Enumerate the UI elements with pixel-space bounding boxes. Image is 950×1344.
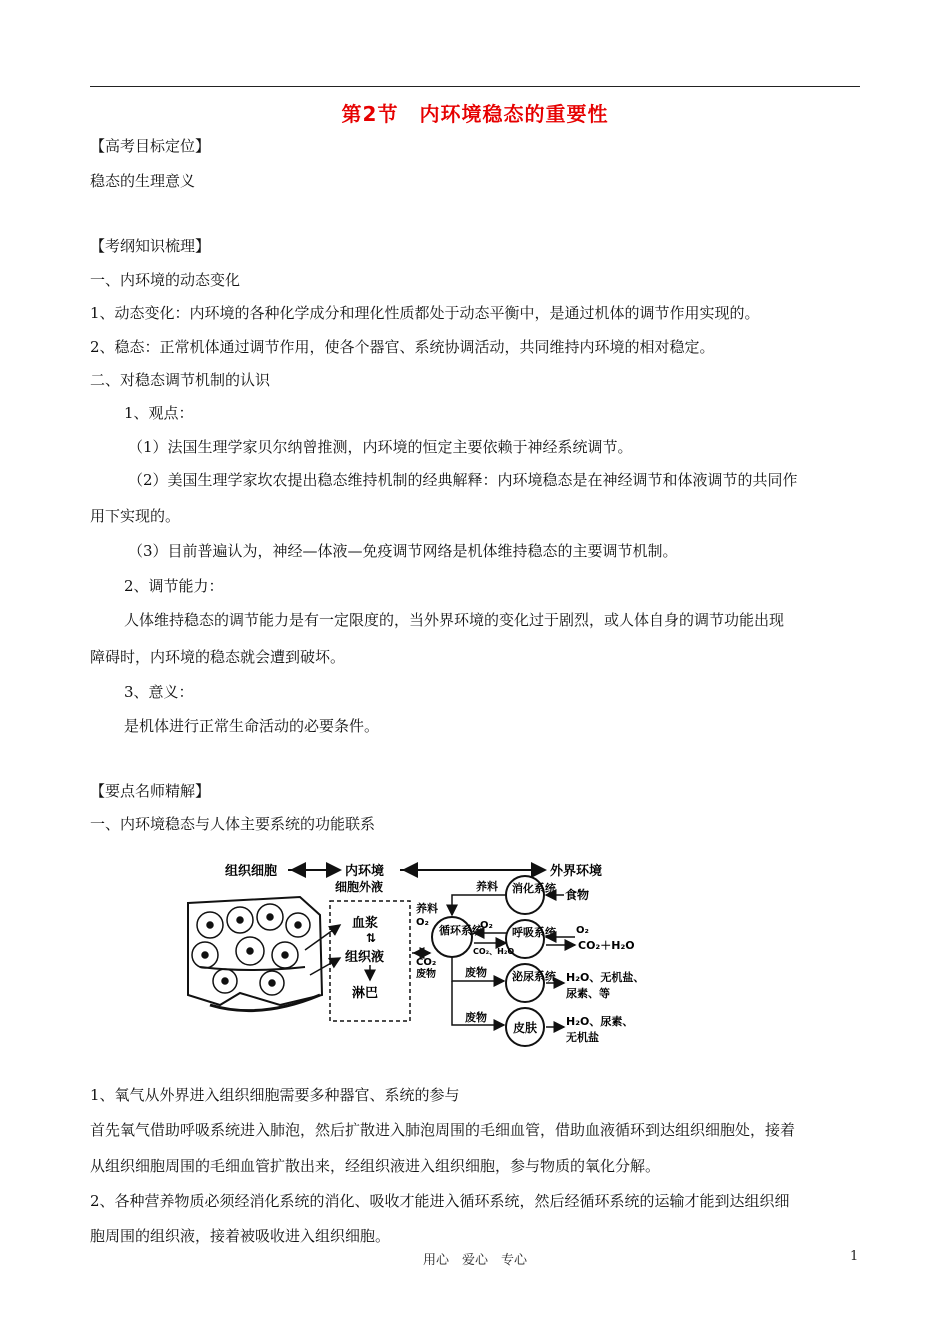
- page-footer: 用心 爱心 专心: [422, 1253, 527, 1268]
- circle-circulation: [432, 917, 472, 957]
- paragraph: 胞周围的组织液，接着被吸收进入组织细胞。: [90, 1227, 391, 1245]
- list-item: （3）目前普遍认为，神经—体液—免疫调节网络是机体维持稳态的主要调节机制。: [128, 542, 678, 560]
- exchange-arrow-glyph: ⇅: [366, 931, 377, 945]
- label-urinary-out-2: 尿素、等: [566, 987, 610, 1000]
- label-extracellular: 细胞外液: [335, 880, 384, 894]
- homeostasis-diagram: [180, 855, 650, 1050]
- label-skin-out-1: H₂O、尿素、: [566, 1015, 634, 1028]
- label-skin-out-2: 无机盐: [566, 1031, 599, 1044]
- list-item: 1、氧气从外界进入组织细胞需要多种器官、系统的参与: [90, 1086, 460, 1104]
- page-title: 第2节 内环境稳态的重要性: [341, 102, 609, 126]
- list-item: （2）美国生理学家坎农提出稳态维持机制的经典解释：内环境稳态是在神经调节和体液调节的共同作: [128, 471, 798, 489]
- label-o2-middle: O₂: [480, 920, 493, 931]
- label-urinary: 泌尿系统: [512, 970, 556, 983]
- label-food: 食物: [565, 888, 590, 902]
- label-tissue-fluid: 组织液: [345, 950, 385, 965]
- label-o2-left: O₂: [416, 917, 429, 928]
- label-plasma: 血浆: [352, 916, 379, 931]
- label-nutrients-top: 养料: [476, 880, 498, 893]
- label-lymph: 淋巴: [352, 986, 379, 1001]
- header-rule: [90, 86, 860, 87]
- list-item: 1、观点：: [124, 404, 194, 422]
- list-item: 2、调节能力：: [124, 577, 224, 595]
- paragraph: 2、各种营养物质必须经消化系统的消化、吸收才能进入循环系统，然后经循环系统的运输才能到达组织细: [90, 1192, 790, 1210]
- label-waste-left: 废物: [416, 969, 436, 980]
- subheading-mechanism: 二、对稳态调节机制的认识: [90, 371, 271, 389]
- label-urinary-out-1: H₂O、无机盐、: [566, 971, 645, 984]
- paragraph: 首先氧气借助呼吸系统进入肺泡，然后扩散进入肺泡周围的毛细血管，借助血液循环到达组织细胞处，接着: [90, 1121, 796, 1139]
- paragraph: 用下实现的。: [90, 507, 181, 525]
- label-digestion: 消化系统: [512, 882, 556, 895]
- section-heading-knowledge: 【考纲知识梳理】: [90, 237, 211, 255]
- label-co2-left: CO₂: [416, 957, 437, 968]
- paragraph: 从组织细胞周围的毛细血管扩散出来，经组织液进入组织细胞，参与物质的氧化分解。: [90, 1157, 661, 1175]
- label-co2-h2o-out: CO₂＋H₂O: [578, 939, 635, 952]
- tissue-cells-drawing: [188, 897, 322, 1011]
- paragraph: 是机体进行正常生命活动的必要条件。: [124, 717, 380, 735]
- section-heading-target: 【高考目标定位】: [90, 137, 211, 155]
- label-internal-env: 内环境: [345, 864, 385, 879]
- label-o2-right: O₂: [576, 925, 589, 936]
- list-item: 3、意义：: [124, 683, 194, 701]
- label-nutrients-left: 养料: [416, 902, 438, 915]
- label-co2-h2o-middle: CO₂、H₂O: [473, 947, 515, 956]
- section-heading-key: 【要点名师精解】: [90, 782, 211, 800]
- paragraph: 障碍时，内环境的稳态就会遭到破坏。: [90, 648, 346, 666]
- subheading-dynamic: 一、内环境的动态变化: [90, 271, 241, 289]
- label-external-env: 外界环境: [550, 864, 603, 879]
- paragraph: 2、稳态：正常机体通过调节作用，使各个器官、系统协调活动，共同维持内环境的相对稳定。: [90, 338, 715, 356]
- list-item: （1）法国生理学家贝尔纳曾推测，内环境的恒定主要依赖于神经系统调节。: [128, 438, 633, 456]
- page-number: 1: [850, 1249, 859, 1264]
- subheading-systems: 一、内环境稳态与人体主要系统的功能联系: [90, 815, 376, 833]
- paragraph: 人体维持稳态的调节能力是有一定限度的，当外界环境的变化过于剧烈，或人体自身的调节功能出现: [124, 611, 785, 629]
- label-skin: 皮肤: [513, 1021, 538, 1035]
- label-respiration: 呼吸系统: [512, 926, 556, 939]
- label-waste-skin: 废物: [465, 1011, 487, 1024]
- paragraph: 1、动态变化：内环境的各种化学成分和理化性质都处于动态平衡中，是通过机体的调节作用实现的。: [90, 304, 760, 322]
- target-text: 稳态的生理意义: [90, 172, 196, 190]
- label-tissue-cells: 组织细胞: [225, 864, 278, 879]
- label-circulation: 循环系统: [439, 924, 483, 937]
- label-waste-urinary: 废物: [465, 966, 487, 979]
